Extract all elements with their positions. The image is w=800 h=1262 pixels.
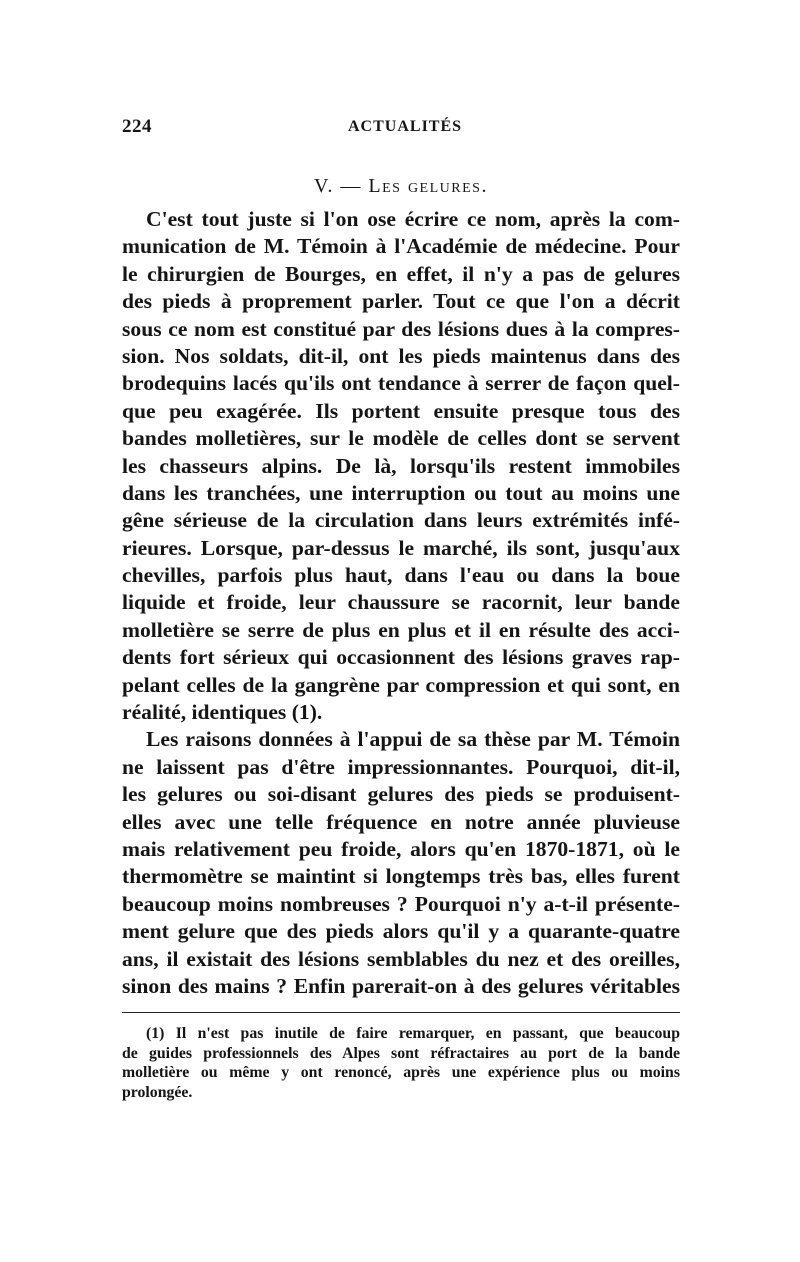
running-head bbox=[122, 116, 680, 142]
page-number: 224 bbox=[122, 116, 152, 137]
footnote-line: de guides professionnels des Alpes sont réfractaires au port de la bande bbox=[122, 1044, 680, 1062]
body-line: Les raisons données à l'appui de sa thèse par M. Témoin bbox=[146, 727, 680, 752]
body-line: pelant celles de la gangrène par compression et qui sont, en bbox=[122, 672, 680, 697]
body-line: brodequins lacés qu'ils ont tendance à serrer de façon quel- bbox=[122, 371, 680, 396]
body-line: liquide et froide, leur chaussure se racornit, leur bande bbox=[122, 590, 680, 615]
body-line: thermomètre se maintint si longtemps très bas, elles furent bbox=[122, 864, 680, 889]
body-line: bandes molletières, sur le modèle de celles dont se servent bbox=[122, 426, 680, 451]
body-line: dents fort sérieux qui occasionnent des lésions graves rap- bbox=[122, 645, 680, 670]
body-line: le chirurgien de Bourges, en effet, il n'y a pas de gelures bbox=[122, 261, 680, 286]
body-line: réalité, identiques (1). bbox=[122, 700, 323, 725]
body-line: sinon des mains ? Enfin parerait-on à des gelures véritables bbox=[122, 973, 680, 998]
body-line: ment gelure que des pieds alors qu'il y a quarante-quatre bbox=[122, 919, 680, 944]
body-text bbox=[122, 206, 680, 1000]
body-line: beaucoup moins nombreuses ? Pourquoi n'y a-t-il présente- bbox=[122, 891, 680, 916]
body-line: molletière se serre de plus en plus et il en résulte des acci- bbox=[122, 617, 680, 642]
body-line: mais relativement peu froide, alors qu'en 1870-1871, où le bbox=[122, 836, 680, 861]
body-line: les gelures ou soi-disant gelures des pieds se produisent- bbox=[122, 782, 680, 807]
body-line: ne laissent pas d'être impressionnantes. Pourquoi, dit-il, bbox=[122, 754, 680, 779]
footnote-line: molletière ou même y ont renoncé, après une expérience plus ou moins bbox=[122, 1064, 680, 1082]
body-line: chevilles, parfois plus haut, dans l'eau ou dans la boue bbox=[122, 563, 680, 588]
body-line: munication de M. Témoin à l'Académie de médecine. Pour bbox=[122, 234, 680, 259]
body-line: sous ce nom est constitué par des lésions dues à la compres- bbox=[122, 316, 680, 341]
body-line: des pieds à proprement parler. Tout ce que l'on a décrit bbox=[122, 289, 680, 314]
footnote bbox=[122, 1024, 680, 1102]
footnote-line: prolongée. bbox=[122, 1083, 193, 1101]
running-title: ACTUALITÉS bbox=[348, 118, 463, 135]
section-heading: V. — Les gelures. bbox=[314, 175, 488, 197]
body-line: gêne sérieuse de la circulation dans leurs extrémités infé- bbox=[122, 508, 680, 533]
body-line: les chasseurs alpins. De là, lorsqu'ils restent immobiles bbox=[122, 453, 680, 478]
body-line: dans les tranchées, une interruption ou tout au moins une bbox=[122, 480, 680, 505]
body-line: que peu exagérée. Ils portent ensuite presque tous des bbox=[122, 398, 680, 423]
body-line: C'est tout juste si l'on ose écrire ce nom, après la com- bbox=[146, 207, 680, 231]
body-line: elles avec une telle fréquence en notre année pluvieuse bbox=[122, 809, 680, 834]
body-line: ans, il existait des lésions semblables du nez et des oreilles, bbox=[122, 946, 680, 971]
body-line: sion. Nos soldats, dit-il, ont les pieds maintenus dans des bbox=[122, 343, 680, 368]
footnote-rule bbox=[122, 1012, 680, 1013]
body-line: rieures. Lorsque, par-dessus le marché, ils sont, jusqu'aux bbox=[122, 535, 680, 560]
footnote-line: (1) Il n'est pas inutile de faire remarquer, en passant, que beaucoup bbox=[146, 1025, 680, 1042]
